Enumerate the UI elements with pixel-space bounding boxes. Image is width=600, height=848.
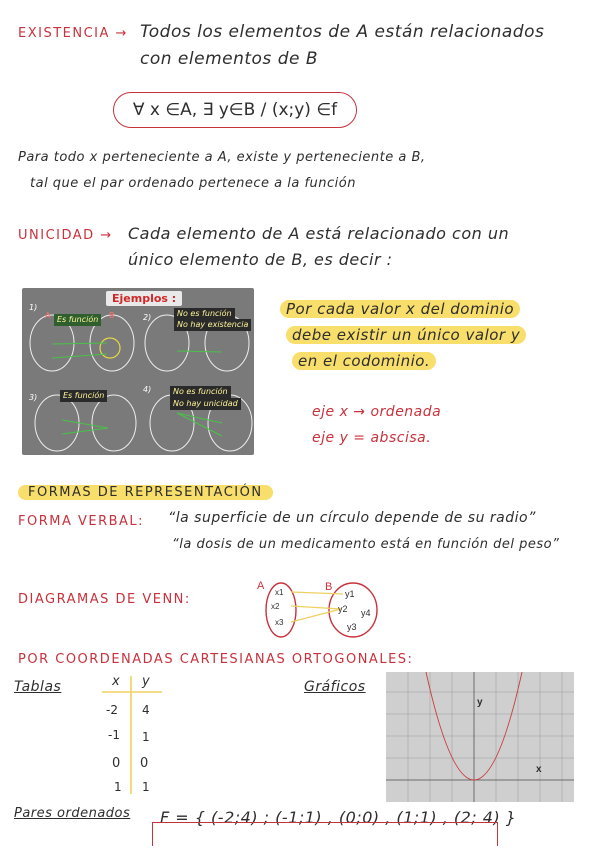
example-label-2: No es función [174,308,235,320]
existence-formula [113,92,357,128]
venn-arrow-2 [291,606,341,609]
table-row-4-x: 1 [114,780,122,794]
note-line1-text: Por cada valor x del dominio [280,300,520,318]
cartesian-heading: POR COORDENADAS CARTESIANAS ORTOGONALES: [18,652,414,667]
table-row-3-x: 0 [112,756,121,771]
table-row-2-y: 1 [142,730,150,744]
note-line2 [286,326,526,344]
table-header-y: y [142,674,150,689]
pares-label: Pares ordenados [14,806,131,821]
example-num-3: 3) [29,393,38,402]
verbal-heading: FORMA VERBAL: [18,514,145,529]
example-label-6: No hay unicidad [170,398,241,410]
parabola-graph [386,672,574,802]
example-label-3: No hay existencia [174,319,251,331]
existencia-heading: EXISTENCIA → [18,26,128,41]
note-line1 [280,300,520,318]
examples-title: Ejemplos : [106,291,182,306]
venn-y4: y4 [361,608,371,618]
pares-value: F = { (-2;4) ; (-1;1) , (0;0) , (1;1) , (2; 4) } [160,808,517,827]
venn-a-label: A [257,580,265,592]
venn-y3: y3 [347,622,357,632]
graph-y-label: y [477,697,483,708]
example-num-1: 1) [29,303,38,312]
venn-arrow-3 [291,609,341,622]
table-row-2-x: -1 [108,728,120,742]
existencia-explain1: Para todo x perteneciente a A, existe y perteneciente a B, [18,150,426,165]
formas-heading [18,485,273,500]
unicidad-line2: único elemento de B, es decir : [128,250,393,269]
venn-b-label: B [325,581,333,593]
existencia-line1: Todos los elementos de A están relacionados [140,22,545,42]
venn-heading: DIAGRAMAS DE VENN: [18,592,191,607]
unicidad-line1: Cada elemento de A está relacionado con un [128,224,510,243]
unicidad-heading: UNICIDAD → [18,228,113,243]
example-num-2: 2) [143,313,152,322]
table-row-4-y: 1 [142,780,150,794]
venn-y2: y2 [338,604,348,614]
note-line3 [292,352,436,370]
set-a-label: A [45,311,51,320]
table-row-1-x: -2 [106,703,118,717]
formas-heading-text: FORMAS DE REPRESENTACIÓN [18,485,273,500]
note-line2-text: debe existir un único valor y [286,326,526,344]
venn-y1: y1 [345,589,355,599]
example-num-4: 4) [143,385,152,394]
graph-x-label: x [536,764,542,775]
axes-note-line1: eje x → ordenada [312,404,442,420]
table-header-x: x [112,674,120,689]
set-b-label: B [109,311,115,320]
example-label-5: No es función [170,386,231,398]
existencia-explain2: tal que el par ordenado pertenece a la función [30,176,356,191]
venn-x3: x3 [275,618,284,627]
graficos-label: Gráficos [304,679,366,695]
examples-image [22,288,254,455]
verbal-example-2: “la dosis de un medicamento está en función del peso” [172,537,560,552]
venn-diagram [255,578,385,640]
axes-note-line2: eje y = abscisa. [312,430,432,446]
verbal-example-1: “la superficie de un círculo depende de su radio” [168,510,536,526]
pares-bracket [152,822,498,846]
example-label-1: Es función [54,314,101,326]
existencia-line2: con elementos de B [140,49,319,69]
note-line3-text: en el codominio. [292,352,436,370]
existence-formula-text: ∀ x ∈A, ∃ y∈B / (x;y) ∈f [132,100,338,120]
venn-x2: x2 [271,602,280,611]
graph-svg [386,672,574,802]
venn-x1: x1 [275,588,284,597]
table-row-1-y: 4 [142,703,150,717]
table-row-3-y: 0 [140,756,149,771]
example-label-4: Es función [60,390,107,402]
tablas-label: Tablas [14,679,62,695]
